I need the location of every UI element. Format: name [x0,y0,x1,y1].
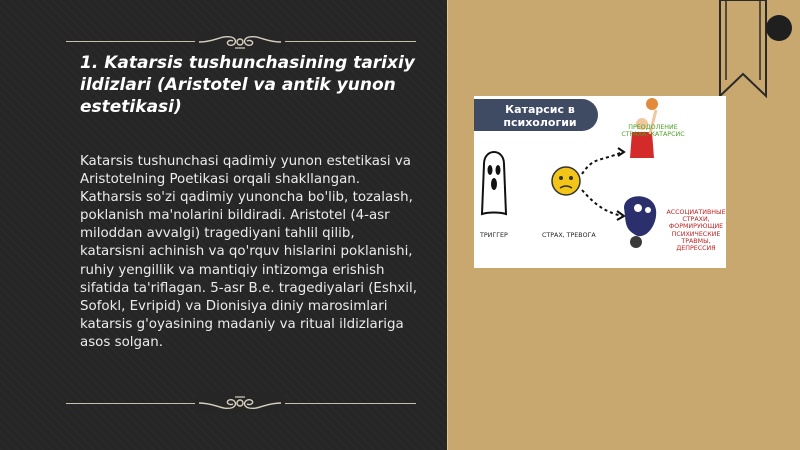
ghost-mask-icon [482,152,506,214]
trauma-outcome-label: АССОЦИАТИВНЫЕ СТРАХИ, ФОРМИРУЮЩИЕ ПСИХИЧЕСКИЕ ТРАВМЫ, ДЕПРЕССИЯ [666,209,726,253]
slide-body-text: Katarsis tushunchasi qadimiy yunon estetikasi va Aristotelning Poetikasi orqali shakllangan. Katharsis so'zi qadimiy yunoncha bo'lib, tozalash, poklanish ma'nolarini bildiradi. Aristotel (4-asr miloddan avvalgi) tragediyani tahlil qilib, katarsisni achinish va qo'rquv hislarini poklanishi, ruhiy yengillik va mantiqiy intizomga erishish sifatida ta'riflagan. 5-asr B.e. tragediyalari (Eshxil, Sofokl, Evripid) va Dionisiya diniy marosimlari katarsis g'oyasining madaniy va ritual ildizlariga asos solgan. [80,154,417,350]
bottom-flourish-icon [195,392,285,414]
top-flourish-icon [195,31,285,53]
pin-dot [766,15,792,41]
shadow-monster-icon [624,196,656,248]
slide-title: 1. Katarsis tushunchasining tarixiy ildizlari (Aristotel va antik yunon estetikasi) [80,53,415,117]
worried-face-icon [552,167,580,195]
catharsis-outcome-label: ПРЕОДОЛЕНИЕ СТРАХА, КАТАРСИС [621,124,685,139]
trigger-label: ТРИГГЕР [480,232,508,239]
illustration-title: Катарсис в психологии [503,103,577,129]
catharsis-illustration [474,96,726,268]
bookmark-ribbon-icon [718,0,768,98]
fear-label: СТРАХ, ТРЕВОГА [542,232,596,239]
